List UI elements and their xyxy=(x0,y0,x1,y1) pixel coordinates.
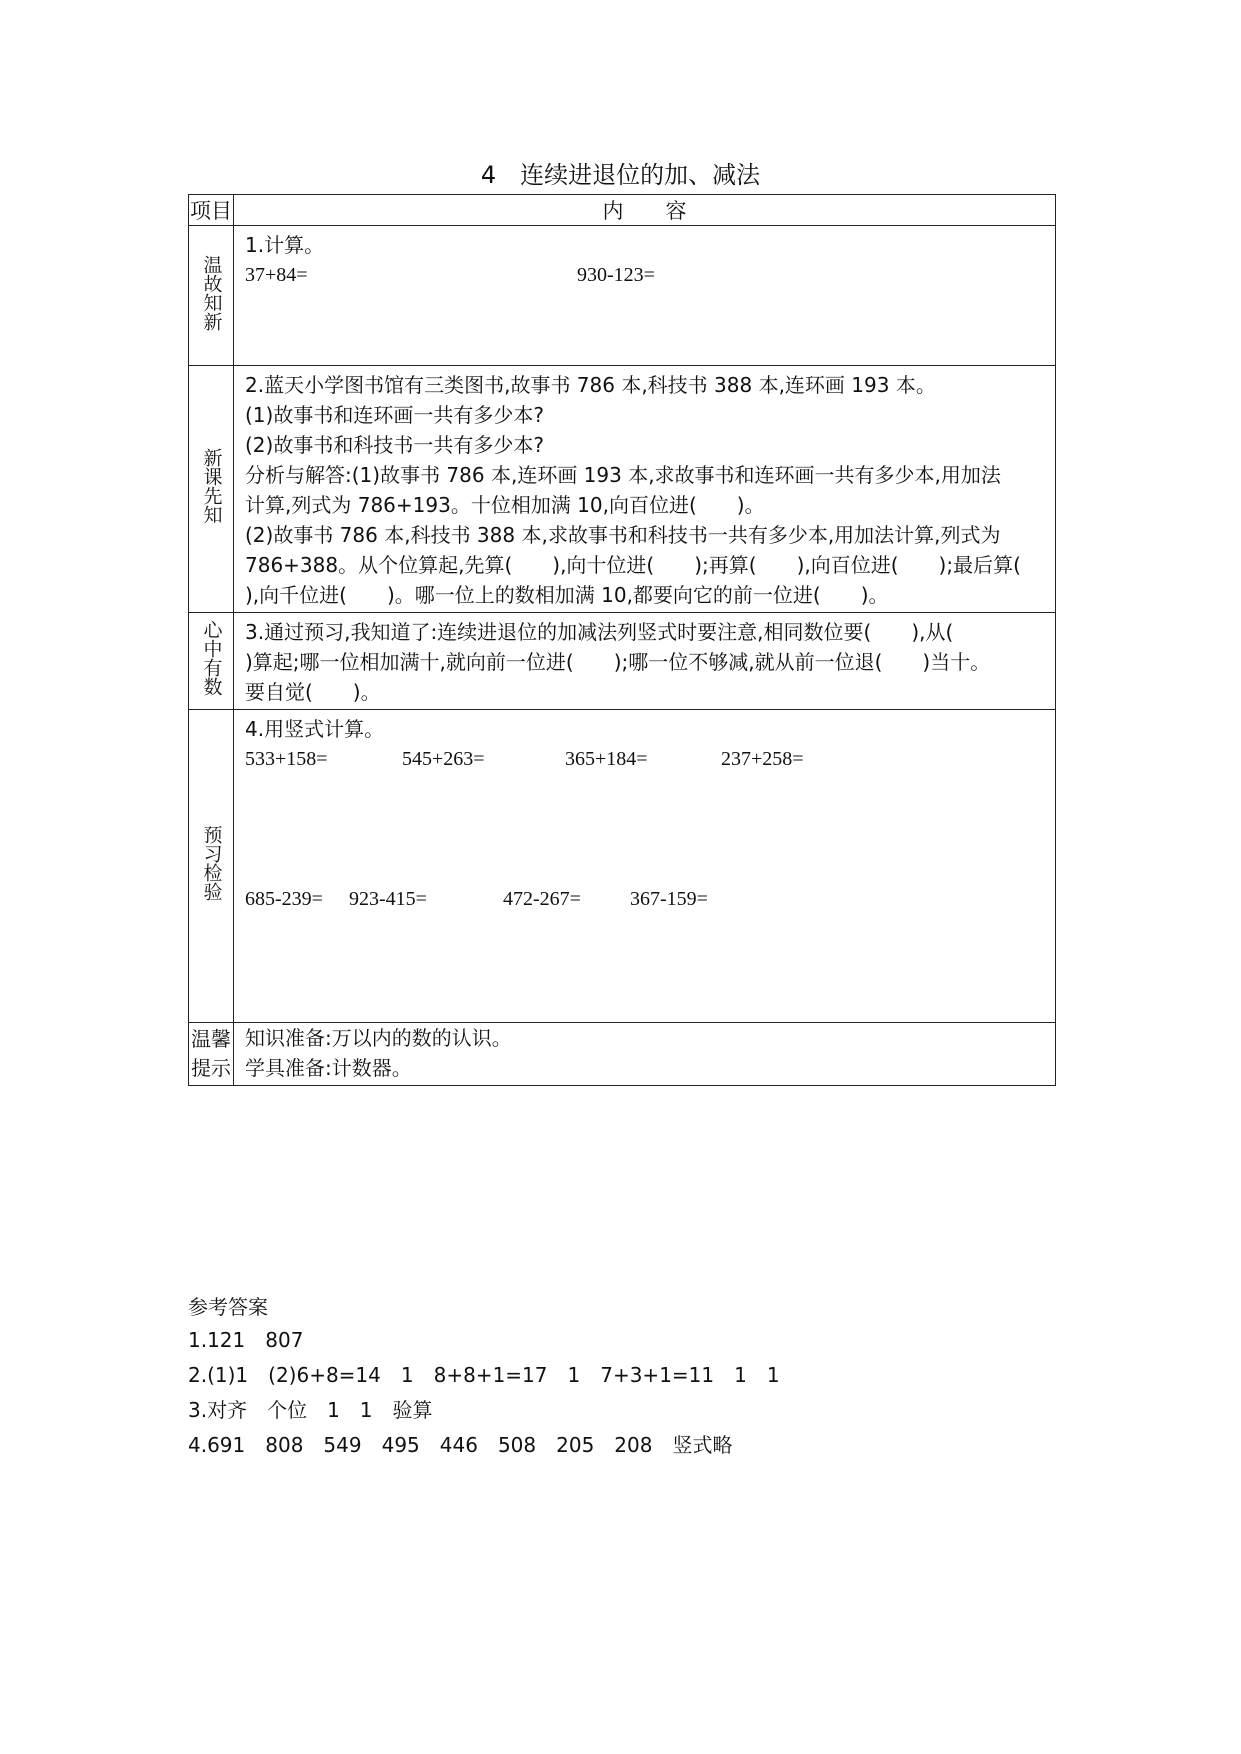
review-row xyxy=(189,226,1056,366)
calc-item: 472-267= xyxy=(503,888,581,910)
newlesson-content xyxy=(234,366,1056,613)
check-label: 预习检验 xyxy=(189,710,234,1023)
text-line: 计算,列式为 786+193。十位相加满 10,向百位进( )。 xyxy=(245,493,765,517)
check-question: 4.用竖式计算。 xyxy=(245,717,385,741)
calc-item: 365+184= xyxy=(565,748,648,770)
page-title: 4 连续进退位的加、减法 xyxy=(480,161,761,189)
mind-label: 心中有数 xyxy=(189,613,234,710)
tip-line: 知识准备:万以内的数的认识。 xyxy=(245,1026,512,1050)
review-calc-row xyxy=(245,260,1047,290)
check-row xyxy=(189,710,1056,1023)
tip-line: 学具准备:计数器。 xyxy=(245,1056,412,1080)
header-item: 项目 xyxy=(189,195,234,226)
text-line: 3.通过预习,我知道了:连续进退位的加减法列竖式时要注意,相同数位要( ),从( xyxy=(245,620,954,644)
review-label: 温故知新 xyxy=(189,226,234,366)
review-question: 1.计算。 xyxy=(245,233,325,257)
text-line: 2.蓝天小学图书馆有三类图书,故事书 786 本,科技书 388 本,连环画 193 本。 xyxy=(245,373,936,397)
addition-row xyxy=(245,744,1047,774)
mind-content xyxy=(234,613,1056,710)
subtraction-row xyxy=(245,884,1047,914)
calc-item: 545+263= xyxy=(402,748,485,770)
calc-item: 37+84= xyxy=(245,264,308,286)
header-content: 内 容 xyxy=(234,195,1056,226)
tips-label: 温馨 提示 xyxy=(189,1023,234,1086)
review-content xyxy=(234,226,1056,366)
text-line: (2)故事书 786 本,科技书 388 本,求故事书和科技书一共有多少本,用加法计算,列式为 xyxy=(245,523,1001,547)
text-line: (2)故事书和科技书一共有多少本? xyxy=(245,433,544,457)
calc-item: 930-123= xyxy=(577,264,655,286)
calc-item: 237+258= xyxy=(721,748,804,770)
answer-line: 1.121 807 xyxy=(188,1328,304,1352)
text-line: 要自觉( )。 xyxy=(245,680,381,704)
answers-heading: 参考答案 xyxy=(188,1295,268,1319)
text-line: 786+388。从个位算起,先算( ),向十位进( );再算( ),向百位进( );最后算( xyxy=(245,553,1021,577)
text-line: )算起;哪一位相加满十,就向前一位进( );哪一位不够减,就从前一位退( )当十。 xyxy=(245,650,991,674)
answer-line: 2.(1)1 (2)6+8=14 1 8+8+1=17 1 7+3+1=11 1 1 xyxy=(188,1363,780,1387)
text-line: ),向千位进( )。哪一位上的数相加满 10,都要向它的前一位进( )。 xyxy=(245,583,889,607)
tips-row xyxy=(189,1023,1056,1086)
check-content xyxy=(234,710,1056,1023)
text-line: (1)故事书和连环画一共有多少本? xyxy=(245,403,544,427)
calc-item: 533+158= xyxy=(245,748,328,770)
text-line: 分析与解答:(1)故事书 786 本,连环画 193 本,求故事书和连环画一共有多少本,用加法 xyxy=(245,463,1001,487)
tips-content xyxy=(234,1023,1056,1086)
table-header-row xyxy=(189,195,1056,226)
answer-line: 3.对齐 个位 1 1 验算 xyxy=(188,1398,433,1422)
newlesson-label: 新课先知 xyxy=(189,366,234,613)
answer-line: 4.691 808 549 495 446 508 205 208 竖式略 xyxy=(188,1433,733,1457)
worksheet-table xyxy=(188,194,1056,1086)
calc-item: 923-415= xyxy=(349,888,427,910)
calc-item: 685-239= xyxy=(245,888,323,910)
mind-row xyxy=(189,613,1056,710)
calc-item: 367-159= xyxy=(630,888,708,910)
newlesson-row xyxy=(189,366,1056,613)
